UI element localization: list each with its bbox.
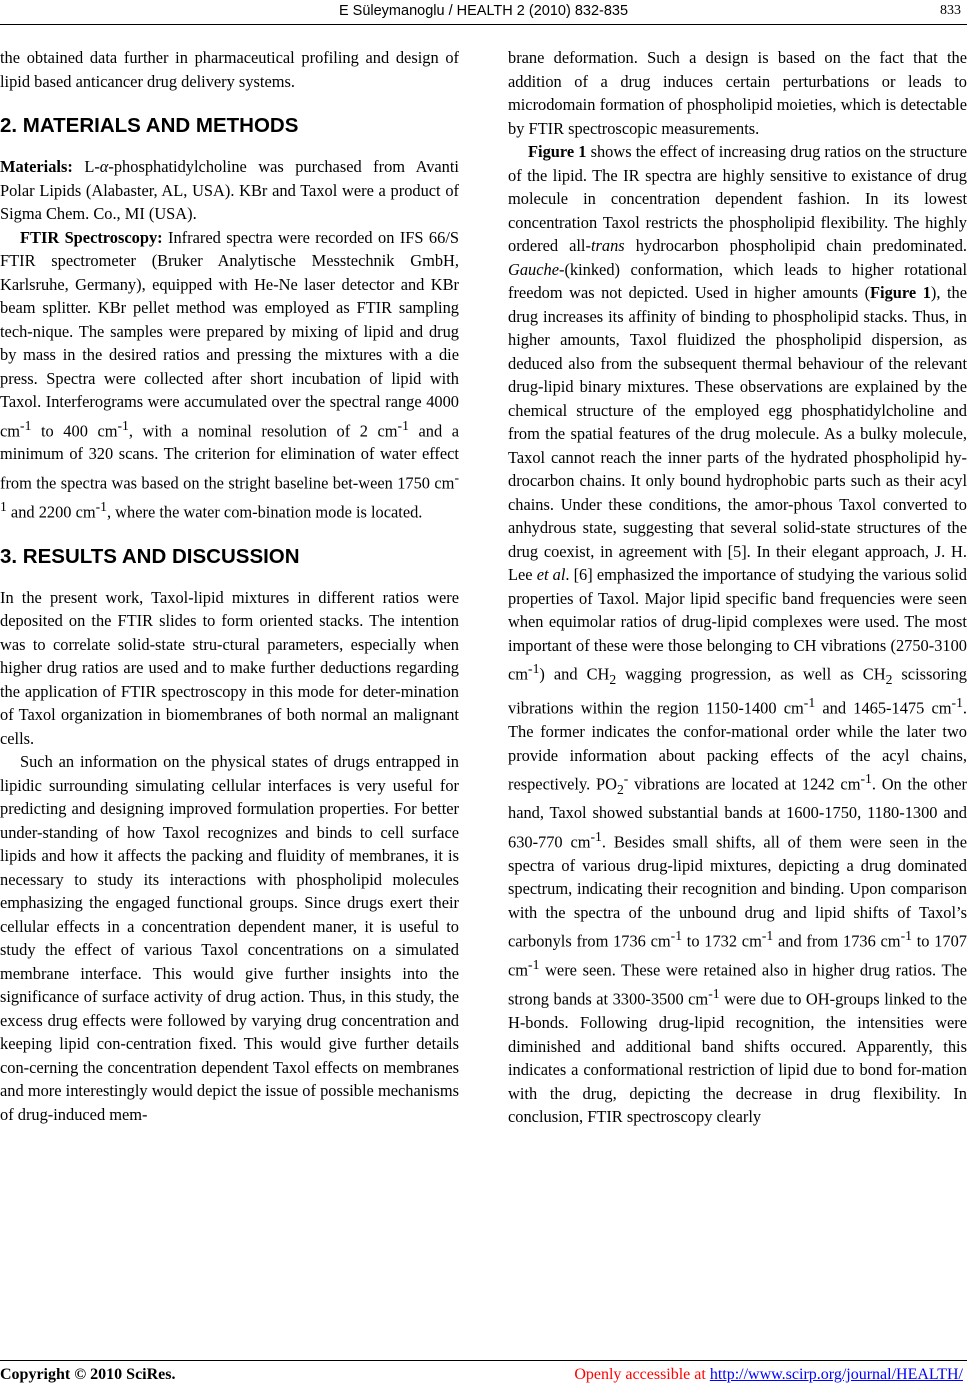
results-paragraph-2: Such an information on the physical states of drugs entrapped in lipidic surrounding simulating cellular interfaces is very useful for predicting and designing improved formulation properties. For better under-standing of how Taxol recognizes and binds to cell surface lipids and how it affects the packing and fluidity of membranes, it is necessary to study its interactions with phospholipid molecules emphasizing the engaged functional groups. Since drugs exert their cellular effects in a concentration dependent maner, it is useful to study the effect of various Taxol concentrations on a simulated membrane interface. This would give further insights into the significance of surface activity of drug action. Thus, in this study, the excess drug effects were followed by varying drug concentration and keeping lipid con-centration fixed. This would give further details con-cerning the concentration dependent Taxol effects on membranes and more interestingly would depict the issue of possible mechanisms of drug-induced mem- bbox=[0, 752, 459, 1124]
figure-1-reference-2: Figure 1 bbox=[870, 283, 931, 302]
figure-1-reference: Figure 1 bbox=[528, 142, 587, 161]
right-column bbox=[508, 46, 967, 1129]
ftir-label: FTIR Spectroscopy: bbox=[20, 227, 163, 247]
running-header bbox=[0, 0, 967, 30]
results-continuation: brane deformation. Such a design is based on the fact that the addition of a drug induces certain perturbations or leads to microdomain formation of phospholipid moieties, which is detectable by FTIR spectroscopic measurements. bbox=[508, 48, 967, 138]
copyright-notice: Copyright © 2010 SciRes. bbox=[0, 1366, 176, 1383]
results-paragraph-1: In the present work, Taxol-lipid mixtures in different ratios were deposited on the FTIR slides to form oriented stacks. The intention was to correlate solid-state stru-ctural parameters, especially when higher drug ratios are used and to make further deductions regarding the application of FTIR spectroscopy in this mode for deter-mination of Taxol organization in biomembranes of both normal an malignant cells. bbox=[0, 587, 459, 748]
running-title: E Süleymanoglu / HEALTH 2 (2010) 832-835 bbox=[338, 3, 629, 19]
section-heading-materials-methods: 2. MATERIALS AND METHODS bbox=[0, 114, 299, 137]
materials-paragraph: Materials: L-α-phosphatidylcholine was purchased from Avanti Polar Lipids (Alabaster, AL, USA). KBr and Taxol were a product of Sigma Chem. Co., MI (USA). bbox=[0, 157, 459, 223]
open-access-notice: Openly accessible at http://www.scirp.org/journal/HEALTH/ bbox=[574, 1366, 963, 1383]
left-column bbox=[0, 46, 459, 1126]
page-number: 833 bbox=[940, 3, 961, 18]
journal-link[interactable]: http://www.scirp.org/journal/HEALTH/ bbox=[709, 1366, 963, 1383]
materials-label: Materials: bbox=[0, 157, 73, 176]
intro-continuation: the obtained data further in pharmaceutical profiling and design of lipid based anticancer drug delivery systems. bbox=[0, 48, 459, 91]
footer-rule bbox=[0, 1360, 967, 1361]
ftir-paragraph: FTIR Spectroscopy: Infrared spectra were recorded on IFS 66/S FTIR spectrometer (Bruker Analytische Messtechnik GmbH, Karlsruhe, Germany), equipped with He-Ne laser detector and KBr beam splitter. KBr pellet method was employed as FTIR sampling tech-nique. The samples were prepared by mixing of lipid and drug by mass in the desired ratios and pressing the mixtures with a die press. Spectra were collected after short incubation of lipid with Taxol. Interferograms were accumulated over the spectral range 4000 $cm^{-1}$ to 400 $cm^{-1}$, with a nominal resolution of 2 $cm^{-1}$ and a minimum of 320 scans. The criterion for elimination of water effect from the spectra was based on the stright baseline bet-ween 1750 $cm^{-1}$ and 2200 $cm^{-1}$, where the water com-bination mode is located. bbox=[0, 227, 460, 522]
section-heading-results-discussion: 3. RESULTS AND DISCUSSION bbox=[0, 544, 300, 568]
header-rule bbox=[0, 24, 967, 25]
figure-discussion-paragraph: Figure 1 shows the effect of increasing drug ratios on the structure of the lipid. The IR spectra are highly sensitive to existance of drug molecule in concentration dependent fashion. In its lowest concentration Taxol restricts the phospholipid flexibility. The highly ordered all-trans hydrocarbon phospholipid chain predominated. Gauche-(kinked) conformation, which leads to higher rotational freedom was not depicted. Used in higher amounts (Figure 1), the drug increases its affinity of binding to phospholipid stacks. Thus, in higher amounts, Taxol fluidized the phospholipid dispersion, as deduced also from the subsequent thermal behaviour of the relevant drug-lipid binary mixtures. These observations are explained by the chemical structure of the employed egg phosphatidylcholine and from the spatial features of the drug molecule. As a bulky molecule, Taxol cannot reach the inner parts of the hydrated phospholipid hy-drocarbon chains. It only bound hydrophobic parts such as their acyl chains. Under these conditions, the amor-phous Taxol converted to anhydrous state, suggesting that several solid-state structures of the drug coexist, in agreement with [5]. In their elegant approach, J. H. Lee et al. [6] emphasized the importance of studying the various solid properties of Taxol. Major lipid specific band frequencies were seen when equimolar ratios of drug-lipid complexes were used. The most important of these were those belonging to CH vibrations (2750-3100 $cm^{-1}$) and $CH_2$ wagging progression, as well as $CH_2$ scissoring vibrations within the region 1150-1400 $cm^{-1}$ and 1465-1475 $cm^{-1}$. The former indicates the confor-mational order while the later two provide information about packing effects of the acyl chains, respectively. $PO_2^-$ vibrations are located at 1242 $cm^{-1}$. On the other hand, Taxol showed substantial bands at 1600-1750, 1180-1300 and 630-770 $cm^{-1}$. Besides small shifts, all of them were seen in the spectra of various drug-lipid mixtures, depicting a drug dominated spectrum, indicating their recognition and binding. Upon comparison with the spectra of the unbound drug and lipid shifts of Taxol’s carbonyls from 1736 $cm^{-1}$ to 1732 $cm^{-1}$ and from 1736 $cm^{-1}$ to 1707 $cm^{-1}$ were seen. These were retained also in higher drug ratios. The strong bands at 3300-3500 $cm^{-1}$ were due to OH-groups linked to the H-bonds. Following drug-lipid recognition, the intensities were diminished and additional band shifts occured. Apparently, this indicates a conformational restriction of lipid due to bond for-mation with the drug, depicting the decrease in drug flexibility. In conclusion, FTIR spectroscopy clearly bbox=[508, 142, 967, 1127]
